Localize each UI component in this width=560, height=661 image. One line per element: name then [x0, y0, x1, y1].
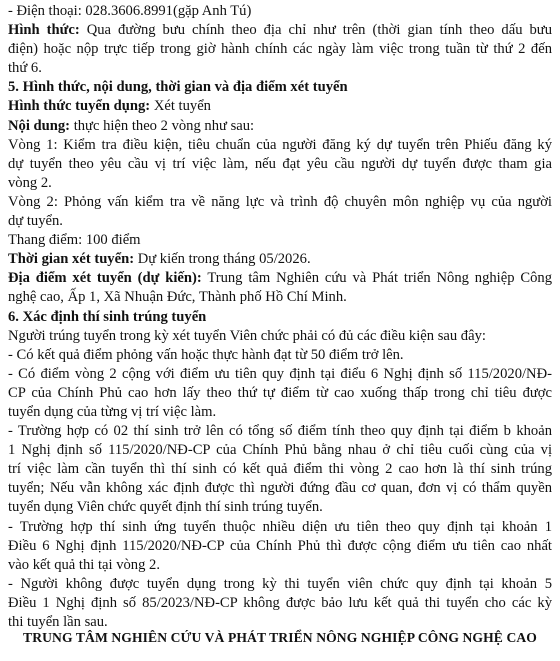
- bold-label: Hình thức tuyển dụng:: [8, 98, 151, 115]
- text-line: [8, 136, 552, 155]
- bold-label: Hình thức:: [8, 22, 80, 39]
- text-run: 1 Nghị định số 115/2020/NĐ-CP của Chính Phủ bằng nhau ở chỉ tiêu cuối cùng của vị: [8, 442, 552, 459]
- text-line: [8, 174, 552, 193]
- text-run: vào kết quả thi tại vòng 2.: [8, 556, 160, 573]
- text-line: [8, 97, 552, 116]
- text-line: [8, 422, 552, 441]
- text-run: Người trúng tuyển trong kỳ xét tuyển Viên chức phải có đủ các điều kiện sau đây:: [8, 327, 486, 344]
- text-run: - Có điểm vòng 2 cộng với điểm ưu tiên quy định tại điểu 6 Nghị định số 115/2020/NĐ-: [8, 365, 552, 382]
- text-line: [8, 384, 552, 403]
- text-run: Qua đường bưu chính theo địa chỉ như trên (thời gian tính theo dấu bưu: [79, 22, 552, 39]
- text-line: [8, 78, 552, 97]
- bold-label: 6. Xác định thí sinh trúng tuyển: [8, 308, 207, 325]
- text-line: [8, 212, 552, 231]
- text-line: [8, 40, 552, 59]
- text-line: [8, 403, 552, 422]
- text-line: [8, 327, 552, 346]
- text-line: [8, 2, 552, 21]
- text-run: CP của Chính Phủ cao hơn lấy theo thứ tự điểm từ cao xuống thấp trong chỉ tiêu được: [8, 384, 552, 401]
- text-run: dự tuyển theo yêu cầu vị trí việc làm, nếu đạt yêu cầu người dự tuyển được tham gia: [8, 155, 552, 172]
- text-run: vòng 2.: [8, 174, 52, 191]
- text-line: [8, 193, 552, 212]
- bold-label: Nội dung:: [8, 117, 71, 134]
- text-run: Vòng 2: Phỏng vấn kiểm tra về năng lực và trình độ chuyên môn nghiệp vụ của người: [8, 193, 552, 210]
- text-run: tuyển; Nếu vẫn không xác định được thì người đứng đầu cơ quan, đơn vị có thẩm quyền: [8, 480, 552, 497]
- text-line: [8, 365, 552, 384]
- bold-label: 5. Hình thức, nội dung, thời gian và địa điểm xét tuyển: [8, 79, 348, 96]
- text-run: trí việc làm cần tuyển thì thí sinh có kết quả điểm thi vòng 2 cao hơn là thí sinh trúng: [8, 461, 552, 478]
- bold-label: Địa điểm xét tuyển (dự kiến):: [8, 270, 202, 287]
- text-run: Điều 6 Nghị định 115/2020/NĐ-CP của Chính Phủ thì được cộng điểm ưu tiên cao nhất: [8, 537, 552, 554]
- text-line: [8, 479, 552, 498]
- text-run: tuyển dụng của từng vị trí việc làm.: [8, 403, 217, 420]
- text-run: tuyển dụng Viên chức quyết định thí sinh trúng tuyển.: [8, 499, 323, 516]
- text-run: - Có kết quả điểm phỏng vấn hoặc thực hành đạt từ 50 điểm trở lên.: [8, 346, 404, 363]
- text-run: dự tuyển.: [8, 213, 63, 230]
- text-line: [8, 59, 552, 78]
- text-run: thực hiện theo 2 vòng như sau:: [70, 117, 255, 134]
- text-run: Điều 1 Nghị định số 85/2023/NĐ-CP không được bảo lưu kết quả thi tuyển cho các kỳ: [8, 594, 552, 611]
- text-line: [8, 269, 552, 288]
- bold-label: Thời gian xét tuyển:: [8, 251, 135, 268]
- text-run: Dự kiến trong tháng 05/2026.: [134, 251, 311, 268]
- text-line: [8, 594, 552, 613]
- text-line: [8, 250, 552, 269]
- text-line: [8, 518, 552, 537]
- text-line: [8, 460, 552, 479]
- text-run: Vòng 1: Kiểm tra điều kiện, tiêu chuẩn của người đăng ký dự tuyển trên Phiếu đăng ký: [8, 136, 552, 153]
- text-line: [8, 441, 552, 460]
- text-line: [8, 498, 552, 517]
- text-line: [8, 21, 552, 40]
- text-line: [8, 346, 552, 365]
- text-run: thi tuyển lần sau.: [8, 614, 108, 630]
- text-run: nghệ cao, Ấp 1, Xã Nhuận Đức, Thành phố Hồ Chí Minh.: [8, 289, 347, 306]
- text-line: [8, 575, 552, 594]
- text-run: điện) hoặc nộp trực tiếp trong giờ hành chính các ngày làm việc trong tuần từ thứ 2 đến: [8, 41, 552, 58]
- text-run: Xét tuyển: [150, 98, 211, 115]
- text-run: - Trường hợp có 02 thí sinh trở lên có tổng số điểm tính theo quy định tại điểm b khoản: [8, 423, 552, 440]
- text-run: thứ 6.: [8, 60, 42, 77]
- text-line: [8, 308, 552, 327]
- text-run: Thang điểm: 100 điểm: [8, 232, 141, 249]
- text-line: [8, 556, 552, 575]
- text-line: [8, 231, 552, 250]
- document-footer-organization: TRUNG TÂM NGHIÊN CỨU VÀ PHÁT TRIỂN NÔNG NGHIỆP CÔNG NGHỆ CAO: [23, 630, 537, 645]
- text-line: [8, 537, 552, 556]
- text-line: [8, 155, 552, 174]
- text-run: Trung tâm Nghiên cứu và Phát triển Nông nghiệp Công: [201, 270, 552, 287]
- text-run: - Điện thoại: 028.3606.8991(gặp Anh Tú): [8, 3, 252, 19]
- text-run: - Người không được tuyển dụng trong kỳ thi tuyển viên chức quy định tại khoản 5: [8, 575, 552, 592]
- document-body: [8, 2, 552, 632]
- text-line: [8, 288, 552, 307]
- text-run: - Trường hợp thí sinh ứng tuyển thuộc nhiều diện ưu tiên theo quy định tại khoản 1: [8, 518, 552, 535]
- text-line: [8, 117, 552, 136]
